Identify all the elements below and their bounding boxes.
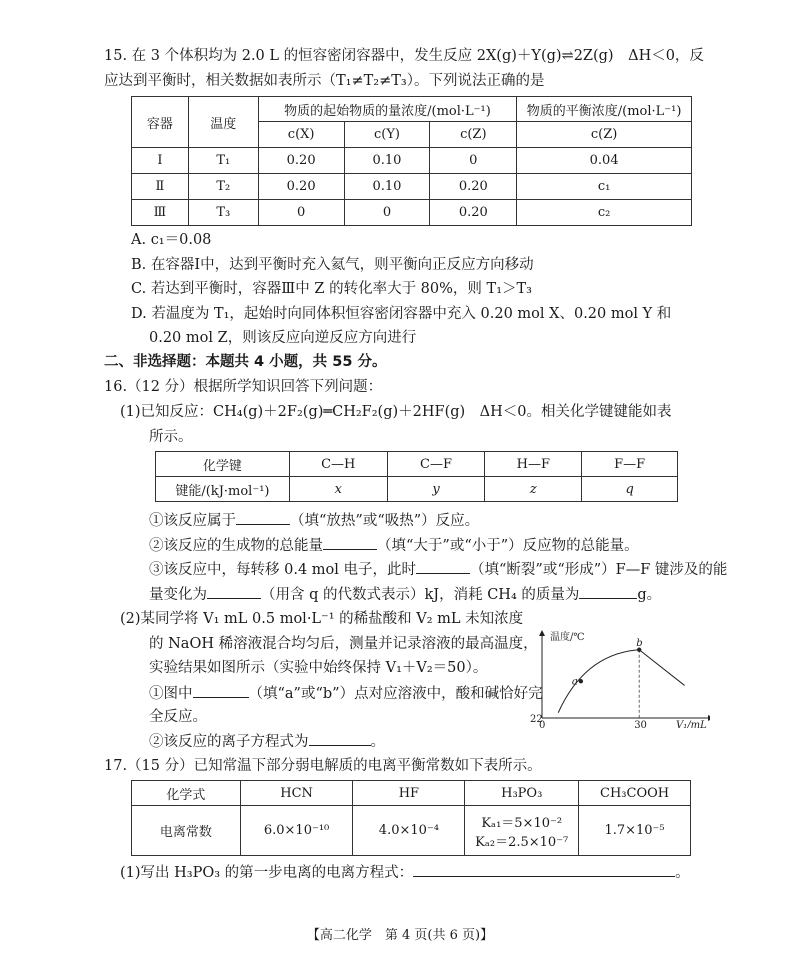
x-tick-label-30: 30 <box>634 720 647 728</box>
answer-blank[interactable] <box>207 584 261 599</box>
table-row <box>132 174 692 200</box>
cell-energy-hf: z <box>485 477 582 502</box>
answer-blank[interactable] <box>413 862 675 877</box>
q16-stem: 16.（12 分）根据所学知识回答下列问题： <box>104 379 383 395</box>
q15-option-b: B. 在容器Ⅰ中，达到平衡时充入氦气，则平衡向正反应方向移动 <box>131 257 534 273</box>
cell-cx: 0.20 <box>258 148 344 174</box>
th-bond-ff: F—F <box>582 452 678 477</box>
table-row <box>132 806 691 856</box>
cell-h3po3-ka1: Kₐ₁＝5×10⁻² <box>481 815 563 831</box>
q16-part2-sub2-text-b: 。 <box>370 734 385 750</box>
th-ch3cooh: CH₃COOH <box>579 781 691 806</box>
th-formula: 化学式 <box>132 781 241 806</box>
cell-cx: 0.20 <box>258 174 344 200</box>
q16-sub3-text-e: g。 <box>637 587 662 603</box>
q16-part2-sub1-text-b: （填“a”或“b”）点对应溶液中，酸和碱恰好完 <box>248 686 543 702</box>
q15-stem-line1: 15. 在 3 个体积均为 2.0 L 的恒容密闭容器中，发生反应 2X(g)＋Y(g)⇌2Z(g) ΔH＜0，反 <box>104 48 704 64</box>
row-label-energy: 键能/(kJ·mol⁻¹) <box>156 477 290 502</box>
table-row <box>132 148 692 174</box>
th-bond: 化学键 <box>156 452 290 477</box>
q15-option-d-line2: 0.20 mol Z，则该反应向逆反应方向进行 <box>149 330 417 346</box>
th-bond-cf: C—F <box>387 452 485 477</box>
q16-sub3-line2 <box>149 584 661 605</box>
q15-option-d-line1: D. 若温度为 T₁，起始时向同体积恒容密闭容器中充入 0.20 mol X、0.20 mol Y 和 <box>131 306 672 322</box>
q16-part2-line3: 实验结果如图所示（实验中始终保持 V₁＋V₂＝50）。 <box>149 660 488 676</box>
th-initial-conc: 物质的起始物质的量浓度/(mol·L⁻¹) <box>258 97 517 122</box>
ionization-constant-table <box>131 780 691 856</box>
q16-part2-sub2 <box>149 731 385 752</box>
q16-part1-line2: 所示。 <box>149 429 193 445</box>
page-footer: 【高二化学 第 4 页(共 6 页)】 <box>306 928 494 943</box>
cell-cx: 0 <box>258 200 344 226</box>
table-row <box>156 477 678 502</box>
q16-sub3-text-a: ③该反应中，每转移 0.4 mol 电子，此时 <box>149 562 417 578</box>
point-a-label: a <box>571 676 578 688</box>
cell-cy: 0.10 <box>344 148 430 174</box>
q16-sub2-text-a: ②该反应的生成物的总能量 <box>149 538 323 554</box>
cell-hcn-k: 6.0×10⁻¹⁰ <box>240 806 353 856</box>
th-sub-cz-eq: c(Z) <box>517 122 692 148</box>
cell-h3po3-ka2: Kₐ₂＝2.5×10⁻⁷ <box>475 834 569 850</box>
bond-energy-table <box>155 451 678 502</box>
q17-part1 <box>120 862 690 883</box>
cell-energy-ff: q <box>582 477 678 502</box>
cell-energy-ch: x <box>289 477 387 502</box>
cell-container: Ⅱ <box>132 174 189 200</box>
cell-h3po3-k <box>465 806 579 856</box>
th-hf: HF <box>353 781 465 806</box>
q16-part2-sub1 <box>149 683 543 704</box>
cell-container: Ⅰ <box>132 148 189 174</box>
q15-table <box>131 96 692 226</box>
q16-sub3-text-b: （填“断裂”或“形成”）F—F 键涉及的能 <box>470 562 728 578</box>
answer-blank[interactable] <box>579 584 637 599</box>
th-bond-hf: H—F <box>485 452 582 477</box>
q16-part2-sub1-text-a: ①图中 <box>149 686 193 702</box>
cell-ch3cooh-k: 1.7×10⁻⁵ <box>579 806 691 856</box>
point-b-label: b <box>636 637 643 649</box>
th-bond-ch: C—H <box>289 452 387 477</box>
answer-blank[interactable] <box>236 510 290 525</box>
cell-cy: 0 <box>344 200 430 226</box>
cell-temp: T₃ <box>188 200 258 226</box>
point-a <box>579 679 583 683</box>
q16-part2-sub2-text-a: ②该反应的离子方程式为 <box>149 734 309 750</box>
q16-sub1-text-b: （填“放热”或“吸热”）反应。 <box>290 513 480 529</box>
x-axis-label: V₁/mL <box>676 720 707 728</box>
table-row <box>132 200 692 226</box>
x-axis-arrow <box>708 715 710 721</box>
q15-stem-line2: 应达到平衡时，相关数据如表所示（T₁≠T₂≠T₃）。下列说法正确的是 <box>104 73 545 89</box>
q17-part1-text-b: 。 <box>675 865 690 881</box>
th-sub-cx: c(X) <box>258 122 344 148</box>
q16-part2-line1: (2)某同学将 V₁ mL 0.5 mol·L⁻¹ 的稀盐酸和 V₂ mL 未知浓度 <box>120 611 524 627</box>
cell-cz: 0 <box>430 148 517 174</box>
q16-sub3-text-d: （用含 q 的代数式表示）kJ，消耗 CH₄ 的质量为 <box>261 587 580 603</box>
cell-cz-eq: 0.04 <box>517 148 692 174</box>
th-sub-cz: c(Z) <box>430 122 517 148</box>
cell-hf-k: 4.0×10⁻⁴ <box>353 806 465 856</box>
q16-sub3-text-c: 量变化为 <box>149 587 207 603</box>
cell-cz: 0.20 <box>430 200 517 226</box>
section-heading: 二、非选择题：本题共 4 小题，共 55 分。 <box>104 354 387 370</box>
th-container: 容器 <box>132 97 189 148</box>
th-hcn: HCN <box>240 781 353 806</box>
cell-cz-eq: c₂ <box>517 200 692 226</box>
q17-stem: 17.（15 分）已知常温下部分弱电解质的电离平衡常数如下表所示。 <box>104 758 542 774</box>
y-axis-label: 温度/℃ <box>550 632 585 643</box>
cell-temp: T₂ <box>188 174 258 200</box>
q16-sub2 <box>149 535 639 556</box>
answer-blank[interactable] <box>416 559 470 574</box>
y-tick-label: 22 <box>530 714 543 725</box>
answer-blank[interactable] <box>193 683 249 698</box>
temperature-chart <box>528 628 710 728</box>
cell-energy-cf: y <box>387 477 485 502</box>
q15-option-a: A. c₁＝0.08 <box>131 232 212 248</box>
cell-container: Ⅲ <box>132 200 189 226</box>
th-h3po3: H₃PO₃ <box>465 781 579 806</box>
y-axis-arrow <box>539 630 545 636</box>
row-label-ionization: 电离常数 <box>132 806 241 856</box>
x-tick-label-0: 0 <box>539 720 546 728</box>
q15-option-c: C. 若达到平衡时，容器Ⅲ中 Z 的转化率大于 80%，则 T₁＞T₃ <box>131 281 532 297</box>
q16-part2-line2: 的 NaOH 稀溶液混合均匀后，测量并记录溶液的最高温度， <box>149 636 538 652</box>
th-temp: 温度 <box>188 97 258 148</box>
q17-part1-text-a: (1)写出 H₃PO₃ 的第一步电离的电离方程式： <box>120 865 414 881</box>
cell-cz-eq: c₁ <box>517 174 692 200</box>
q16-sub2-text-b: （填“大于”或“小于”）反应物的总能量。 <box>377 538 639 554</box>
q16-part2-sub1-cont: 全反应。 <box>149 709 207 725</box>
answer-blank[interactable] <box>309 731 371 746</box>
answer-blank[interactable] <box>323 535 377 550</box>
q16-part1-line1: (1)已知反应：CH₄(g)＋2F₂(g)═CH₂F₂(g)＋2HF(g) ΔH＜0。相关化学键键能如表 <box>120 404 672 420</box>
th-equil-conc: 物质的平衡浓度/(mol·L⁻¹) <box>517 97 692 122</box>
cell-temp: T₁ <box>188 148 258 174</box>
q16-sub3-line1 <box>149 559 727 580</box>
cell-cz: 0.20 <box>430 174 517 200</box>
q16-sub1 <box>149 510 479 531</box>
cell-cy: 0.10 <box>344 174 430 200</box>
q16-sub1-text-a: ①该反应属于 <box>149 513 236 529</box>
th-sub-cy: c(Y) <box>344 122 430 148</box>
